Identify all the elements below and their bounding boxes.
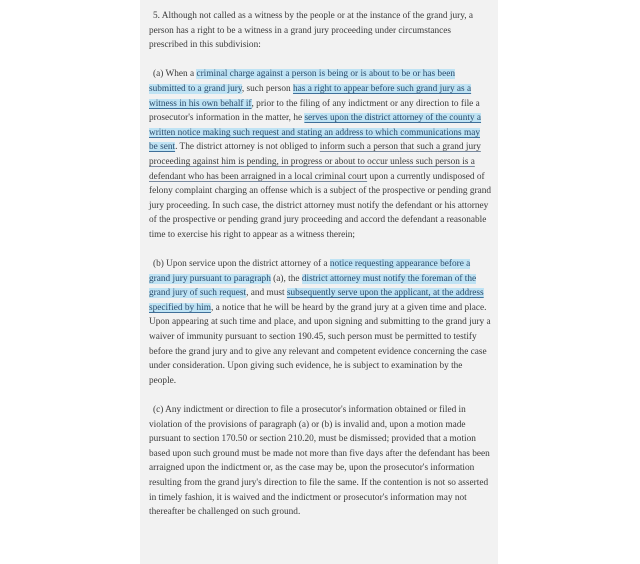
text-segment: , such person <box>241 83 293 94</box>
highlighted-text: criminal charge against a person is being or is about to be or has been submitted to a grand jury <box>149 69 455 94</box>
paragraph-b <box>149 257 491 388</box>
highlighted-underlined-text: has a right to appear before such grand jury as a witness in his own behalf if <box>149 83 472 109</box>
underlined-text: inform such a person that such a grand jury proceeding against him is pending, in progress or about to occur unless such person is a defendant who has been arraigned in a local criminal court <box>149 142 481 182</box>
paragraph-c <box>149 403 491 520</box>
text-segment: (b) Upon service upon the district attorney of a <box>153 259 330 270</box>
highlighted-text: notice requesting appearance before a grand jury pursuant to paragraph <box>149 259 471 284</box>
text-segment: (a), the <box>270 273 302 284</box>
text-segment: , a notice that he will be heard by the grand jury at a given time and place. Upon appearing at such time and place, and upon signing and submitting to the grand jury a waiver of immunity pursuant to section 190.45, such person must be permitted to testify before the grand jury and to give any relevant and competent evidence concerning the case under consideration. Upon giving such evidence, he is subject to examination by the people. <box>149 302 491 386</box>
text-segment: 5. Although not called as a witness by the people or at the instance of the grand jury, a person has a right to be a witness in a grand jury proceeding under circumstances prescribed in this subdivision: <box>149 11 474 51</box>
highlighted-underlined-text: subsequently serve upon the applicant, at the address specified by him <box>149 288 484 313</box>
text-segment: , and must <box>246 288 287 299</box>
text-segment: upon a currently undisposed of felony complaint charging an offense which is a subject of the prospective or pending grand jury proceeding. In such case, the district attorney must notify the defendant or his attorney of the prospective or pending grand jury proceeding and accord the defendant a reasonable time to exercise his right to appear as a witness therein; <box>149 171 491 240</box>
text-segment: , prior to the filing of any indictment or any direction to file a prosecutor's information in the matter, he <box>149 98 480 124</box>
highlighted-text: district attorney must notify the foreman of the grand jury of such request <box>149 273 477 299</box>
paragraph-intro <box>149 9 491 53</box>
text-segment: (a) When a <box>153 69 197 80</box>
highlighted-underlined-text: serves upon the district attorney of the county a written notice making such request and stating an address to which communications may be sent <box>149 113 482 153</box>
statute-text <box>149 9 491 534</box>
paragraph-a <box>149 67 491 242</box>
text-segment: . The district attorney is not obliged to <box>175 142 320 153</box>
text-segment: (c) Any indictment or direction to file a prosecutor's information obtained or filed in violation of the provisions of paragraph (a) or (b) is invalid and, upon a motion made pursuant to section 170.50 or section 210.20, must be dismissed; provided that a motion based upon such ground must be made not more than five days after the defendant has been arraigned upon the indictment or, as the case may be, upon the prosecutor's information resulting from the grand jury's direction to file the same. If the contention is not so asserted in timely fashion, it is waived and the indictment or prosecutor's information may not thereafter be challenged on such ground. <box>149 405 490 518</box>
